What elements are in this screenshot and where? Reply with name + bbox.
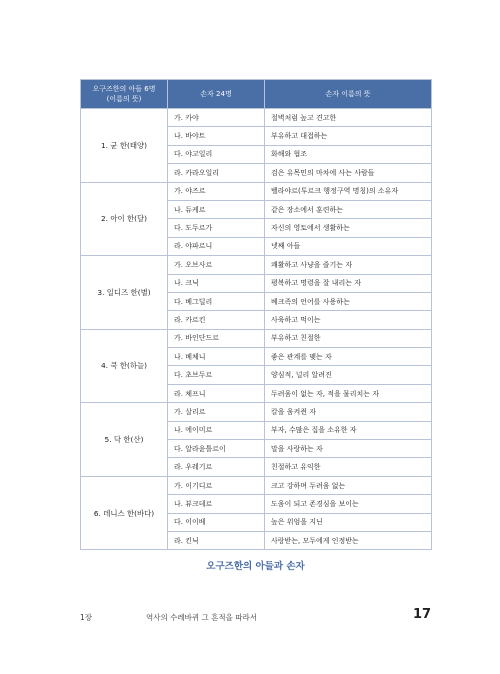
grandson-name-cell: 다. 초브두르 — [168, 366, 265, 384]
grandson-name-cell: 나. 베체니 — [168, 348, 265, 366]
grandson-name-cell: 라. 체프니 — [168, 384, 265, 402]
grandson-meaning-cell: 부자, 수많은 집을 소유한 자 — [265, 421, 432, 439]
grandson-name-cell: 라. 야파르니 — [168, 237, 265, 255]
table-row — [81, 403, 432, 421]
grandson-meaning-cell: 부유하고 대접하는 — [265, 127, 432, 145]
grandson-name-cell: 라. 카라오일리 — [168, 164, 265, 182]
grandson-meaning-cell: 사육하고 먹이는 — [265, 311, 432, 329]
table-caption: 오구즈한의 아들과 손자 — [206, 561, 305, 572]
grandson-meaning-cell: 넷째 아들 — [265, 237, 432, 255]
grandson-name-cell: 다. 도두르가 — [168, 219, 265, 237]
grandson-meaning-cell: 도움이 되고 존경심을 보이는 — [265, 495, 432, 513]
grandson-meaning-cell: 두려움이 없는 자, 적을 물리치는 자 — [265, 384, 432, 402]
grandson-meaning-cell: 같은 장소에서 훈련하는 — [265, 200, 432, 218]
header-sons — [81, 80, 168, 109]
grandson-meaning-cell: 사랑받는, 모두에게 인정받는 — [265, 531, 432, 549]
grandson-name-cell: 가. 오브사르 — [168, 256, 265, 274]
grandson-name-cell: 가. 야즈르 — [168, 182, 265, 200]
grandson-name-cell: 나. 에이미르 — [168, 421, 265, 439]
son-name-cell: 2. 아이 한(달) — [81, 182, 168, 256]
grandson-name-cell: 나. 바야트 — [168, 127, 265, 145]
table-row — [81, 256, 432, 274]
grandson-name-cell: 가. 바인단드르 — [168, 329, 265, 347]
grandson-meaning-cell: 크고 강하며 두려움 없는 — [265, 476, 432, 494]
grandson-name-cell: 나. 크닉 — [168, 274, 265, 292]
table-row — [81, 109, 432, 127]
grandson-name-cell: 다. 베그딜리 — [168, 292, 265, 310]
grandson-meaning-cell: 양심적, 널리 알려진 — [265, 366, 432, 384]
grandson-name-cell: 라. 카르킨 — [168, 311, 265, 329]
grandson-meaning-cell: 부유하고 친절한 — [265, 329, 432, 347]
table-body — [81, 109, 432, 550]
grandson-name-cell: 나. 듀케르 — [168, 200, 265, 218]
table-row — [81, 476, 432, 494]
grandson-meaning-cell: 벨라야르(투르크 행정구역 명칭)의 소유자 — [265, 182, 432, 200]
grandsons-table-container — [80, 79, 431, 550]
grandson-name-cell: 가. 카야 — [168, 109, 265, 127]
grandson-meaning-cell: 쾌활하고 사냥을 즐기는 자 — [265, 256, 432, 274]
grandson-meaning-cell: 좋은 관계를 맺는 자 — [265, 348, 432, 366]
header-sons-line: (이름의 뜻) — [106, 95, 142, 103]
grandson-meaning-cell: 검은 유목민의 마차에 사는 사람들 — [265, 164, 432, 182]
son-name-cell: 5. 닥 한(산) — [81, 403, 168, 477]
son-name-cell: 4. 쿡 한(하늘) — [81, 329, 168, 403]
grandson-name-cell: 나. 뷰크데르 — [168, 495, 265, 513]
grandson-name-cell: 가. 살리르 — [168, 403, 265, 421]
grandson-name-cell: 가. 이기디르 — [168, 476, 265, 494]
son-name-cell: 1. 균 한(태양) — [81, 109, 168, 183]
son-name-cell: 3. 일디즈 한(별) — [81, 256, 168, 330]
page-number: 17 — [413, 607, 432, 622]
grandson-name-cell: 라. 우레기르 — [168, 458, 265, 476]
header-sons-line: 오구즈한의 아들 6명 — [92, 85, 156, 93]
footer-book-title: 역사의 수레바퀴 그 흔적을 따라서 — [146, 613, 257, 622]
grandson-meaning-cell: 화해와 협조 — [265, 145, 432, 163]
grandson-meaning-cell: 베크족의 언어를 사용하는 — [265, 292, 432, 310]
grandson-meaning-cell: 자신의 영토에서 생활하는 — [265, 219, 432, 237]
grandson-meaning-cell: 평복하고 명령을 잘 내리는 자 — [265, 274, 432, 292]
grandson-meaning-cell: 높은 위엄을 지닌 — [265, 513, 432, 531]
header-meaning: 손자 이름의 뜻 — [265, 80, 432, 109]
footer-chapter: 1장 — [80, 613, 93, 622]
grandson-name-cell: 라. 킨닉 — [168, 531, 265, 549]
grandson-meaning-cell: 칼을 움켜쥔 자 — [265, 403, 432, 421]
grandson-name-cell: 다. 이이베 — [168, 513, 265, 531]
grandson-name-cell: 다. 야고일리 — [168, 145, 265, 163]
grandson-meaning-cell: 절벽처럼 높고 견고한 — [265, 109, 432, 127]
header-grandsons: 손자 24명 — [168, 80, 265, 109]
grandson-meaning-cell: 친절하고 유익한 — [265, 458, 432, 476]
table-row — [81, 182, 432, 200]
oghuz-descendants-table — [80, 79, 432, 550]
table-row — [81, 329, 432, 347]
grandson-name-cell: 다. 알라윤틀르이 — [168, 440, 265, 458]
table-header-row — [81, 80, 432, 109]
son-name-cell: 6. 데니스 한(바다) — [81, 476, 168, 550]
grandson-meaning-cell: 말을 사랑하는 자 — [265, 440, 432, 458]
